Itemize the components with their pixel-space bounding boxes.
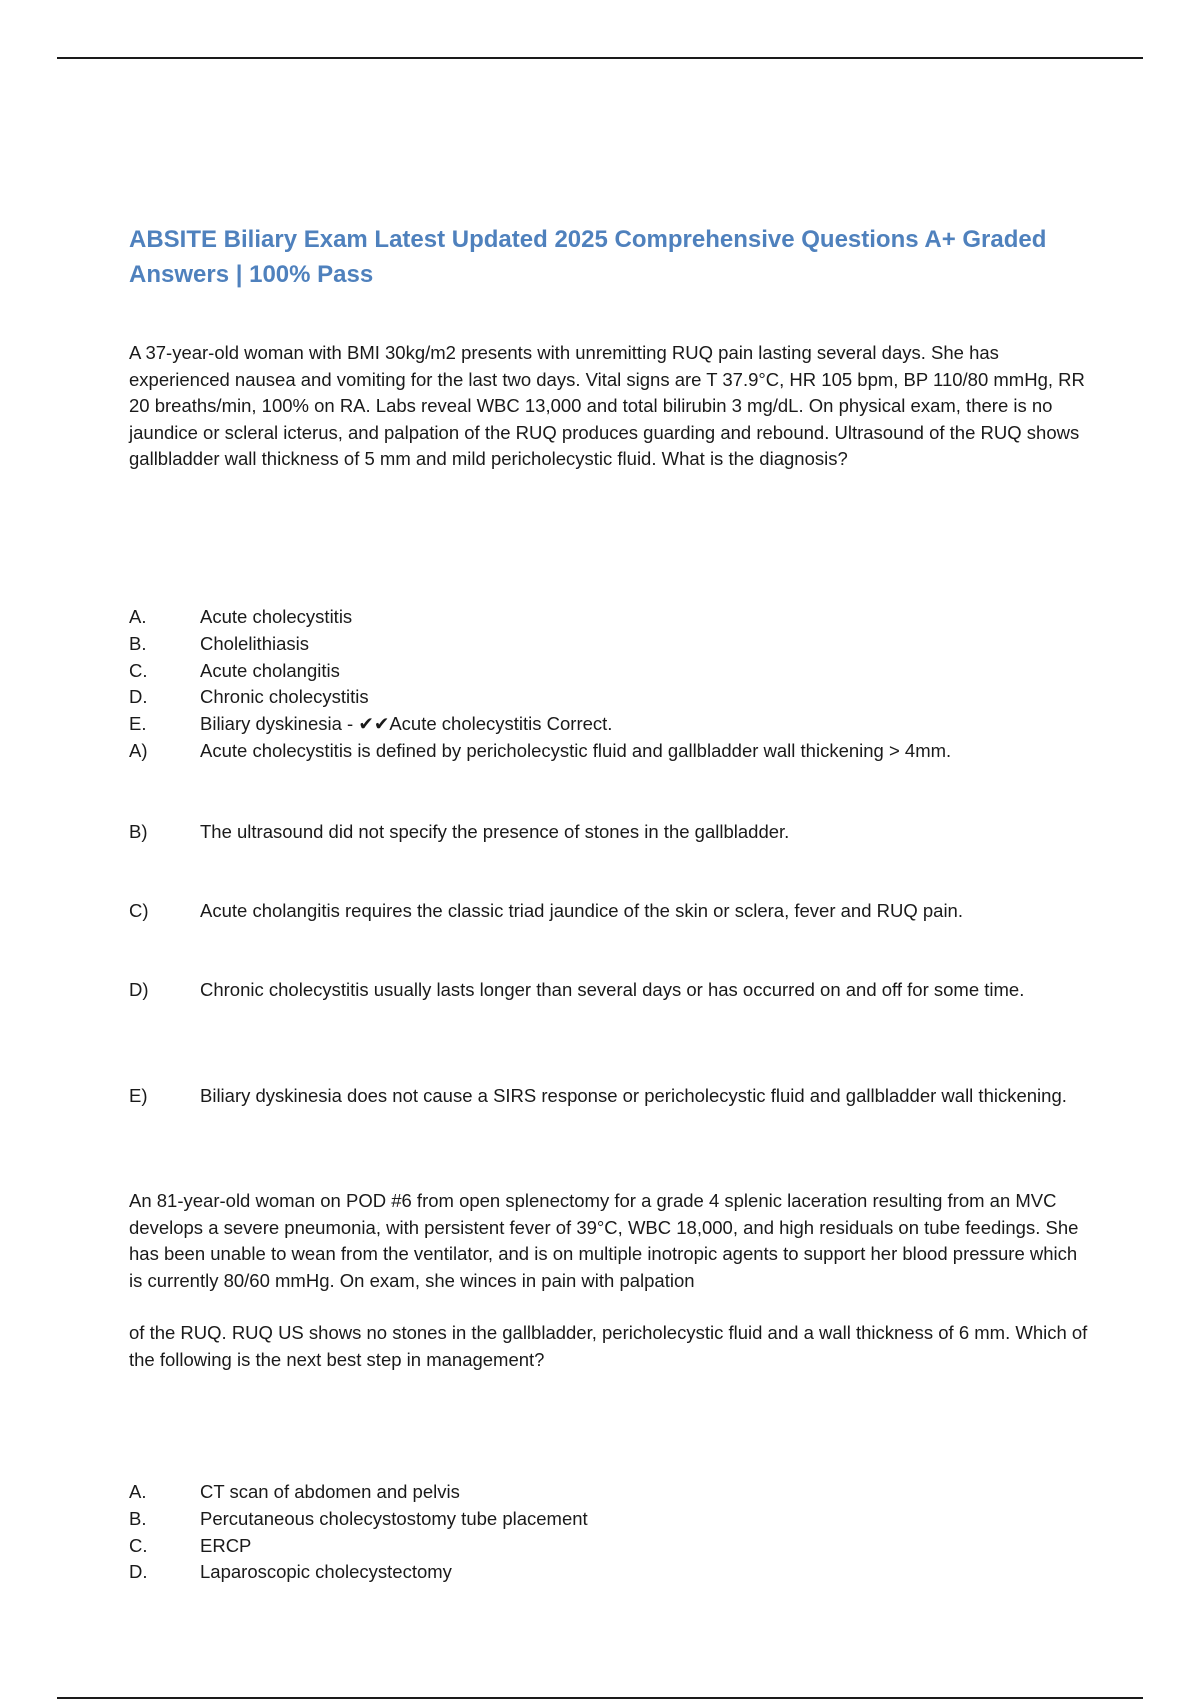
question-1-explanation-e <box>129 1083 1089 1110</box>
question-2-choice-b <box>129 1506 1089 1533</box>
choice-text: Chronic cholecystitis <box>200 686 369 708</box>
explanation-letter: D) <box>129 979 149 1000</box>
choice-text: CT scan of abdomen and pelvis <box>200 1481 460 1502</box>
choice-letter: B. <box>129 1507 147 1529</box>
choice-letter: D. <box>129 686 148 708</box>
explanation-letter: B) <box>129 821 148 842</box>
choice-text: Laparoscopic cholecystectomy <box>200 1561 452 1583</box>
question-1-choice-c <box>129 658 1089 685</box>
question-1-explanation-d <box>129 977 1089 1004</box>
choice-letter: C. <box>129 659 148 681</box>
question-2-choice-d <box>129 1559 1089 1586</box>
explanation-letter: C) <box>129 900 149 921</box>
explanation-text: Acute cholangitis requires the classic triad jaundice of the skin or sclera, fever and RUQ pain. <box>200 900 963 921</box>
choice-text: Acute cholangitis <box>200 659 340 681</box>
top-rule <box>57 57 1143 59</box>
question-1-choice-e <box>129 711 1089 738</box>
question-1-stem: A 37-year-old woman with BMI 30kg/m2 presents with unremitting RUQ pain lasting several days. She has experienced nausea and vomiting for the last two days. Vital signs are T 37.9°C, HR 105 bpm, BP 110/80 mmHg, RR 20 breaths/min, 100% on RA. Labs reveal WBC 13,000 and total bilirubin 3 mg/dL. On physical exam, there is no jaundice or scleral icterus, and palpation of the RUQ produces guarding and rebound. Ultrasound of the RUQ shows gallbladder wall thickness of 5 mm and mild pericholecystic fluid. What is the diagnosis? <box>129 342 1085 469</box>
explanation-letter: E) <box>129 1085 148 1106</box>
question-2-choices <box>129 1479 1089 1586</box>
question-1-choice-a <box>129 604 1089 631</box>
question-1-explanation-b <box>129 819 1089 846</box>
choice-letter: A) <box>129 739 148 761</box>
question-1-choice-d <box>129 684 1089 711</box>
question-2-choice-a <box>129 1479 1089 1506</box>
explanation-text: Chronic cholecystitis usually lasts longer than several days or has occurred on and off for some time. <box>200 979 1025 1000</box>
choice-letter: D. <box>129 1561 148 1583</box>
choice-letter: E. <box>129 713 147 735</box>
explanation-text: The ultrasound did not specify the presence of stones in the gallbladder. <box>200 821 790 842</box>
explanation-text: Biliary dyskinesia does not cause a SIRS response or pericholecystic fluid and gallbladder wall thickening. <box>200 1085 1067 1106</box>
choice-letter: A. <box>129 606 147 627</box>
choice-text: Cholelithiasis <box>200 632 309 654</box>
question-2-stem-part-2: of the RUQ. RUQ US shows no stones in the gallbladder, pericholecystic fluid and a wall thickness of 6 mm. Which of the following is the next best step in management? <box>129 1322 1088 1370</box>
choice-text: Acute cholecystitis is defined by pericholecystic fluid and gallbladder wall thickening > 4mm. <box>200 739 952 761</box>
question-1-choice-b <box>129 631 1089 658</box>
question-2-choice-c <box>129 1533 1089 1560</box>
choice-text: Percutaneous cholecystostomy tube placement <box>200 1507 588 1529</box>
question-1-choices <box>129 604 1089 765</box>
choice-letter: B. <box>129 632 147 654</box>
choice-text: Acute cholecystitis <box>200 606 353 627</box>
document-title: ABSITE Biliary Exam Latest Updated 2025 Comprehensive Questions A+ Graded Answers | 100% Pass <box>129 226 1047 288</box>
choice-text: Biliary dyskinesia - ✔✔Acute cholecystitis Correct. <box>200 713 613 735</box>
question-1-explanation-a <box>129 738 1089 765</box>
question-2-stem-part-1: An 81-year-old woman on POD #6 from open splenectomy for a grade 4 splenic laceration resulting from an MVC develops a severe pneumonia, with persistent fever of 39°C, WBC 18,000, and high residuals on tube feedings. She has been unable to wean from the ventilator, and is on multiple inotropic agents to support her blood pressure which is currently 80/60 mmHg. On exam, she winces in pain with palpation <box>129 1190 1079 1291</box>
bottom-rule <box>57 1697 1143 1699</box>
question-1-explanation-c <box>129 898 1089 925</box>
choice-letter: A. <box>129 1481 147 1502</box>
choice-letter: C. <box>129 1534 148 1556</box>
choice-text: ERCP <box>200 1534 252 1556</box>
